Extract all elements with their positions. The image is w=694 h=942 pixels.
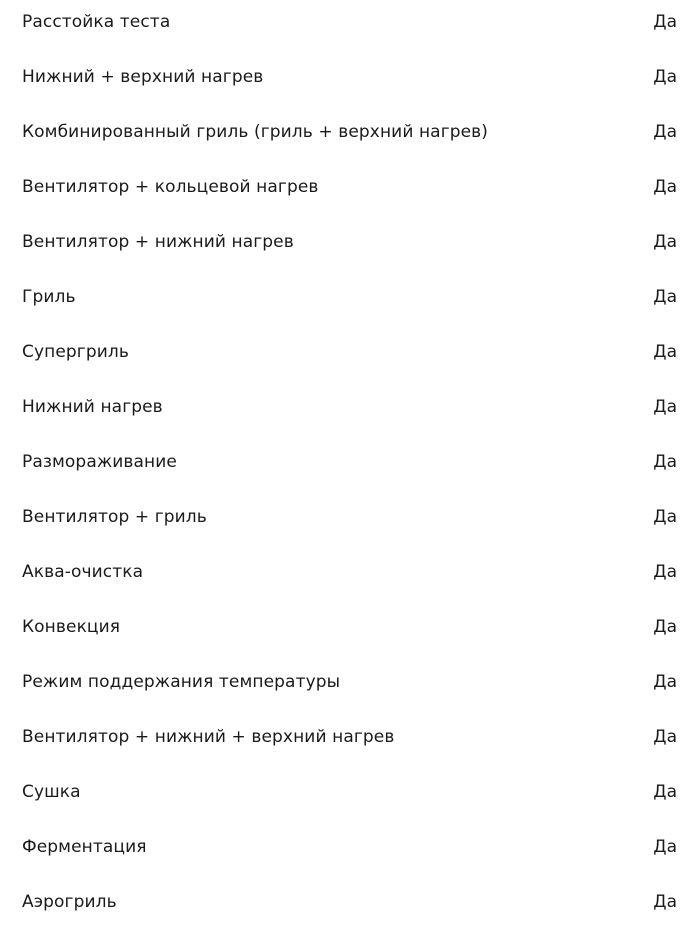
spec-value: Да — [653, 122, 677, 142]
spec-name: Вентилятор + нижний нагрев — [22, 232, 294, 252]
spec-row — [0, 275, 694, 330]
spec-value: Да — [653, 617, 677, 637]
spec-row — [0, 605, 694, 660]
spec-name: Вентилятор + кольцевой нагрев — [22, 177, 319, 197]
spec-row — [0, 110, 694, 165]
spec-name: Нижний нагрев — [22, 397, 163, 417]
spec-name: Комбинированный гриль (гриль + верхний нагрев) — [22, 122, 489, 142]
spec-row — [0, 880, 694, 935]
spec-value: Да — [653, 507, 677, 527]
spec-name: Аэрогриль — [22, 892, 117, 912]
spec-name: Ферментация — [22, 837, 147, 857]
spec-value: Да — [653, 452, 677, 472]
spec-name: Расстойка теста — [22, 12, 171, 32]
spec-row — [0, 825, 694, 880]
spec-name: Конвекция — [22, 617, 121, 637]
spec-name: Режим поддержания температуры — [22, 672, 341, 692]
spec-value: Да — [653, 892, 677, 912]
spec-value: Да — [653, 177, 677, 197]
spec-row — [0, 550, 694, 605]
spec-row — [0, 330, 694, 385]
spec-value: Да — [653, 727, 677, 747]
spec-value: Да — [653, 562, 677, 582]
spec-value: Да — [653, 397, 677, 417]
spec-name: Аква-очистка — [22, 562, 144, 582]
spec-row — [0, 495, 694, 550]
spec-value: Да — [653, 232, 677, 252]
spec-value: Да — [653, 837, 677, 857]
spec-name: Сушка — [22, 782, 81, 802]
spec-row — [0, 220, 694, 275]
spec-name: Вентилятор + нижний + верхний нагрев — [22, 727, 395, 747]
spec-row — [0, 770, 694, 825]
spec-value: Да — [653, 287, 677, 307]
spec-value: Да — [653, 782, 677, 802]
spec-value: Да — [653, 672, 677, 692]
spec-name: Супергриль — [22, 342, 129, 362]
spec-row — [0, 55, 694, 110]
spec-row — [0, 165, 694, 220]
spec-name: Гриль — [22, 287, 76, 307]
spec-name: Вентилятор + гриль — [22, 507, 207, 527]
spec-row — [0, 715, 694, 770]
spec-name: Нижний + верхний нагрев — [22, 67, 264, 87]
spec-value: Да — [653, 342, 677, 362]
spec-row — [0, 660, 694, 715]
spec-row — [0, 385, 694, 440]
spec-value: Да — [653, 12, 677, 32]
spec-value: Да — [653, 67, 677, 87]
spec-row — [0, 440, 694, 495]
spec-row — [0, 0, 694, 55]
spec-name: Размораживание — [22, 452, 177, 472]
